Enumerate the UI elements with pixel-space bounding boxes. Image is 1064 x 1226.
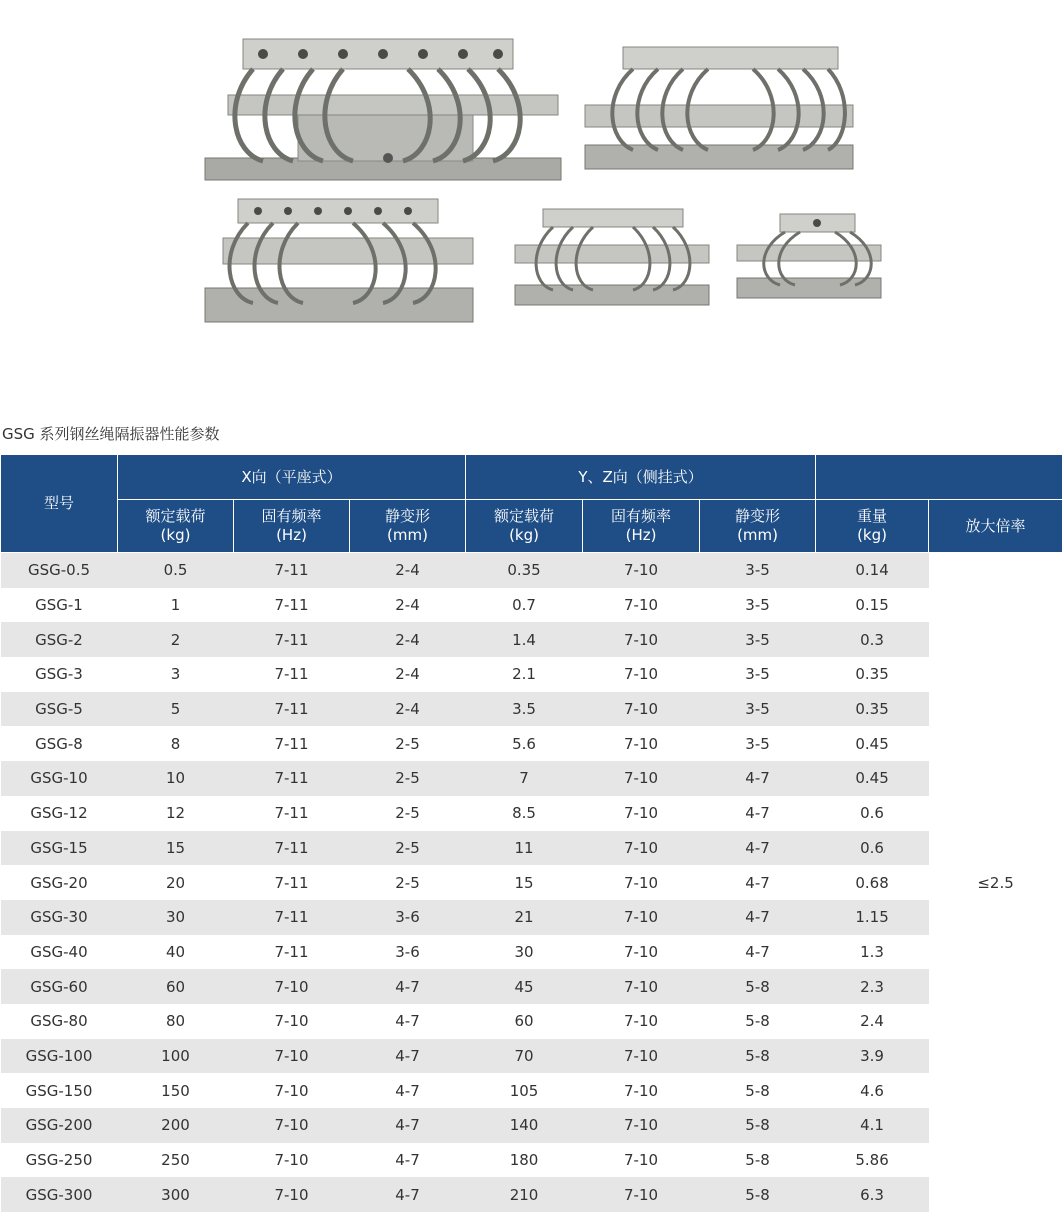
table-cell: 3-6 [395, 942, 420, 961]
table-cell: GSG-5 [1, 692, 118, 727]
table-cell: 4-7 [745, 873, 770, 892]
table-cell: 7-11 [234, 831, 350, 866]
table-cell: 11 [466, 831, 583, 866]
table-cell: 4-7 [395, 1012, 420, 1031]
table-cell: 7-10 [583, 622, 700, 657]
table-row [1, 796, 1063, 831]
table-cell: 10 [118, 761, 234, 796]
table-cell: 300 [118, 1177, 234, 1212]
table-cell: 4-7 [700, 761, 816, 796]
table-cell: 2-5 [395, 804, 420, 823]
isolator-mini [735, 210, 885, 305]
table-cell: 7-10 [583, 969, 700, 1004]
table-cell: 4-7 [350, 969, 466, 1004]
table-cell: 7-10 [624, 873, 659, 892]
table-cell: 40 [165, 942, 186, 961]
table-cell: 0.14 [816, 553, 929, 588]
table-cell: 2-4 [350, 553, 466, 588]
table-cell: 15 [514, 873, 534, 892]
table-cell: 2-5 [395, 873, 420, 892]
table-cell: 210 [466, 1177, 583, 1212]
table-cell: 5-8 [700, 1177, 816, 1212]
table-cell: 1.4 [466, 622, 583, 657]
table-cell: 0.15 [855, 596, 889, 615]
table-row [1, 1143, 1063, 1178]
table-cell: 3-5 [745, 596, 770, 615]
table-cell: 4-7 [745, 804, 770, 823]
table-cell: 3.9 [816, 1039, 929, 1074]
table-cell: 3-5 [700, 622, 816, 657]
table-cell: GSG-10 [1, 761, 118, 796]
table-cell: 30 [514, 942, 534, 961]
header-group-yz: Y、Z向（侧挂式） [466, 455, 816, 500]
table-cell: 4-7 [395, 1081, 420, 1100]
table-cell: 4-7 [700, 831, 816, 866]
table-cell: 105 [509, 1081, 539, 1100]
table-cell: 7-11 [234, 900, 350, 935]
table-cell: 4-7 [350, 1039, 466, 1074]
table-cell: 0.35 [466, 553, 583, 588]
table-cell: 5 [118, 692, 234, 727]
header-x-load: 额定载荷 (kg) [118, 500, 234, 553]
spec-table [0, 454, 1063, 1212]
table-cell: GSG-40 [30, 942, 88, 961]
table-cell: 7-10 [274, 1081, 309, 1100]
table-cell: 3-5 [745, 734, 770, 753]
table-cell: 45 [466, 969, 583, 1004]
header-yz-deflection: 静变形 (mm) [700, 500, 816, 553]
table-cell: 4-7 [350, 1108, 466, 1143]
table-cell: 4.1 [816, 1108, 929, 1143]
table-cell: 7-10 [624, 734, 659, 753]
table-cell: 7-10 [234, 1177, 350, 1212]
table-cell: 100 [118, 1039, 234, 1074]
table-cell: GSG-1 [35, 596, 83, 615]
isolator-medium-bottom [203, 193, 478, 328]
table-cell: GSG-15 [1, 831, 118, 866]
table-row [1, 1004, 1063, 1039]
table-cell: 2-4 [350, 622, 466, 657]
table-cell: GSG-2 [1, 622, 118, 657]
header-magnification: 放大倍率 [929, 500, 1063, 553]
table-cell: 7-10 [624, 665, 659, 684]
table-cell: 7-10 [583, 1039, 700, 1074]
table-cell: GSG-60 [1, 969, 118, 1004]
table-cell: 80 [165, 1012, 186, 1031]
table-cell: GSG-80 [30, 1012, 88, 1031]
table-cell: 7-10 [234, 1039, 350, 1074]
table-cell: 8 [170, 734, 181, 753]
table-cell: 2-5 [395, 734, 420, 753]
table-cell: 7-11 [274, 596, 309, 615]
table-row [1, 969, 1063, 1004]
table-row [1, 1039, 1063, 1074]
table-row [1, 1073, 1063, 1108]
table-cell: 5-8 [745, 1081, 770, 1100]
table-cell: 4-7 [395, 1151, 420, 1170]
table-cell: GSG-3 [35, 665, 83, 684]
table-row [1, 1108, 1063, 1143]
spec-table-body [1, 553, 1063, 1213]
table-cell: 7-10 [624, 1012, 659, 1031]
product-photo [195, 25, 875, 335]
table-cell: 250 [161, 1151, 190, 1170]
table-cell: GSG-250 [25, 1151, 93, 1170]
table-cell: 7-10 [583, 1108, 700, 1143]
table-cell: 4-7 [745, 942, 770, 961]
table-cell: 30 [118, 900, 234, 935]
table-cell: 21 [466, 900, 583, 935]
table-cell: 1 [170, 596, 181, 615]
table-cell: 7-11 [274, 942, 309, 961]
header-x-freq: 固有频率 (Hz) [234, 500, 350, 553]
magnification-value: ≤2.5 [929, 553, 1063, 1213]
table-cell: 2-4 [350, 692, 466, 727]
table-cell: 5.86 [855, 1151, 889, 1170]
table-cell: GSG-100 [1, 1039, 118, 1074]
header-group-x: X向（平座式） [118, 455, 466, 500]
table-cell: 7-10 [583, 900, 700, 935]
table-cell: GSG-150 [25, 1081, 93, 1100]
table-cell: 3-6 [350, 900, 466, 935]
table-cell: GSG-20 [30, 873, 88, 892]
table-cell: 7-11 [234, 553, 350, 588]
table-cell: 0.5 [118, 553, 234, 588]
table-row [1, 900, 1063, 935]
table-cell: 2 [118, 622, 234, 657]
table-cell: 7-10 [234, 969, 350, 1004]
table-row [1, 865, 1063, 900]
table-row [1, 588, 1063, 623]
table-cell: GSG-30 [1, 900, 118, 935]
table-cell: 7-11 [274, 804, 309, 823]
table-cell: 0.6 [816, 831, 929, 866]
header-group-blank [816, 455, 1063, 500]
table-cell: 7-10 [234, 1108, 350, 1143]
table-cell: 2.4 [860, 1012, 884, 1031]
table-cell: 2-5 [350, 761, 466, 796]
header-yz-freq: 固有频率 (Hz) [583, 500, 700, 553]
table-cell: 70 [466, 1039, 583, 1074]
table-cell: 0.45 [855, 734, 889, 753]
table-cell: 5-8 [700, 969, 816, 1004]
table-cell: 7 [466, 761, 583, 796]
table-cell: 0.68 [855, 873, 889, 892]
table-cell: 140 [466, 1108, 583, 1143]
table-cell: 7-11 [274, 734, 309, 753]
table-cell: 7-10 [583, 831, 700, 866]
table-cell: 5-8 [700, 1108, 816, 1143]
table-cell: 7-11 [234, 761, 350, 796]
table-cell: 7-11 [274, 665, 309, 684]
table-cell: 5.6 [512, 734, 536, 753]
table-row [1, 692, 1063, 727]
table-caption: GSG 系列钢丝绳隔振器性能参数 [2, 425, 220, 443]
table-cell: 0.3 [816, 622, 929, 657]
table-cell: 7-11 [274, 873, 309, 892]
table-cell: 7-11 [234, 692, 350, 727]
table-cell: 150 [161, 1081, 190, 1100]
table-cell: 60 [514, 1012, 534, 1031]
table-row [1, 831, 1063, 866]
header-yz-load: 额定载荷 (kg) [466, 500, 583, 553]
table-cell: 7-10 [624, 1151, 659, 1170]
table-cell: 2-4 [395, 596, 420, 615]
table-cell: 7-10 [624, 804, 659, 823]
table-cell: GSG-200 [1, 1108, 118, 1143]
table-row [1, 726, 1063, 761]
table-cell: 180 [509, 1151, 539, 1170]
isolator-small [513, 205, 713, 310]
table-cell: 7-10 [274, 1151, 309, 1170]
table-cell: 20 [165, 873, 186, 892]
table-cell: 60 [118, 969, 234, 1004]
header-x-deflection: 静变形 (mm) [350, 500, 466, 553]
table-cell: 0.6 [860, 804, 884, 823]
table-cell: 200 [118, 1108, 234, 1143]
table-cell: 7-10 [624, 1081, 659, 1100]
table-cell: GSG-8 [35, 734, 83, 753]
table-cell: GSG-300 [1, 1177, 118, 1212]
table-row [1, 657, 1063, 692]
table-row [1, 1177, 1063, 1212]
table-cell: 3 [170, 665, 181, 684]
table-cell: 7-10 [583, 1177, 700, 1212]
isolator-medium-top [583, 45, 858, 175]
table-cell: 7-10 [624, 596, 659, 615]
table-cell: GSG-0.5 [1, 553, 118, 588]
table-cell: 7-11 [234, 622, 350, 657]
table-cell: 0.35 [855, 665, 889, 684]
table-row [1, 553, 1063, 588]
table-cell: 7-10 [624, 942, 659, 961]
table-cell: 0.45 [816, 761, 929, 796]
table-cell: 4-7 [350, 1177, 466, 1212]
table-cell: 5-8 [700, 1039, 816, 1074]
table-cell: 3.5 [466, 692, 583, 727]
table-cell: 1.15 [816, 900, 929, 935]
table-cell: 5-8 [745, 1151, 770, 1170]
table-row [1, 761, 1063, 796]
table-cell: 2.3 [816, 969, 929, 1004]
table-cell: 0.35 [816, 692, 929, 727]
table-cell: 3-5 [700, 692, 816, 727]
table-row [1, 935, 1063, 970]
table-cell: 7-10 [274, 1012, 309, 1031]
table-cell: 8.5 [512, 804, 536, 823]
table-cell: 3-5 [745, 665, 770, 684]
header-weight: 重量 (kg) [816, 500, 929, 553]
table-cell: 2-5 [350, 831, 466, 866]
table-cell: 7-10 [583, 553, 700, 588]
table-cell: GSG-12 [30, 804, 88, 823]
table-cell: 4.6 [860, 1081, 884, 1100]
table-cell: 7-10 [583, 692, 700, 727]
header-model: 型号 [1, 455, 118, 553]
table-cell: 6.3 [816, 1177, 929, 1212]
isolator-large [203, 33, 563, 188]
table-cell: 4-7 [700, 900, 816, 935]
table-cell: 5-8 [745, 1012, 770, 1031]
table-cell: 2.1 [512, 665, 536, 684]
table-cell: 12 [165, 804, 186, 823]
table-cell: 7-10 [583, 761, 700, 796]
table-cell: 15 [118, 831, 234, 866]
table-cell: 3-5 [700, 553, 816, 588]
table-cell: 1.3 [860, 942, 884, 961]
table-row [1, 622, 1063, 657]
table-cell: 0.7 [512, 596, 536, 615]
table-cell: 2-4 [395, 665, 420, 684]
